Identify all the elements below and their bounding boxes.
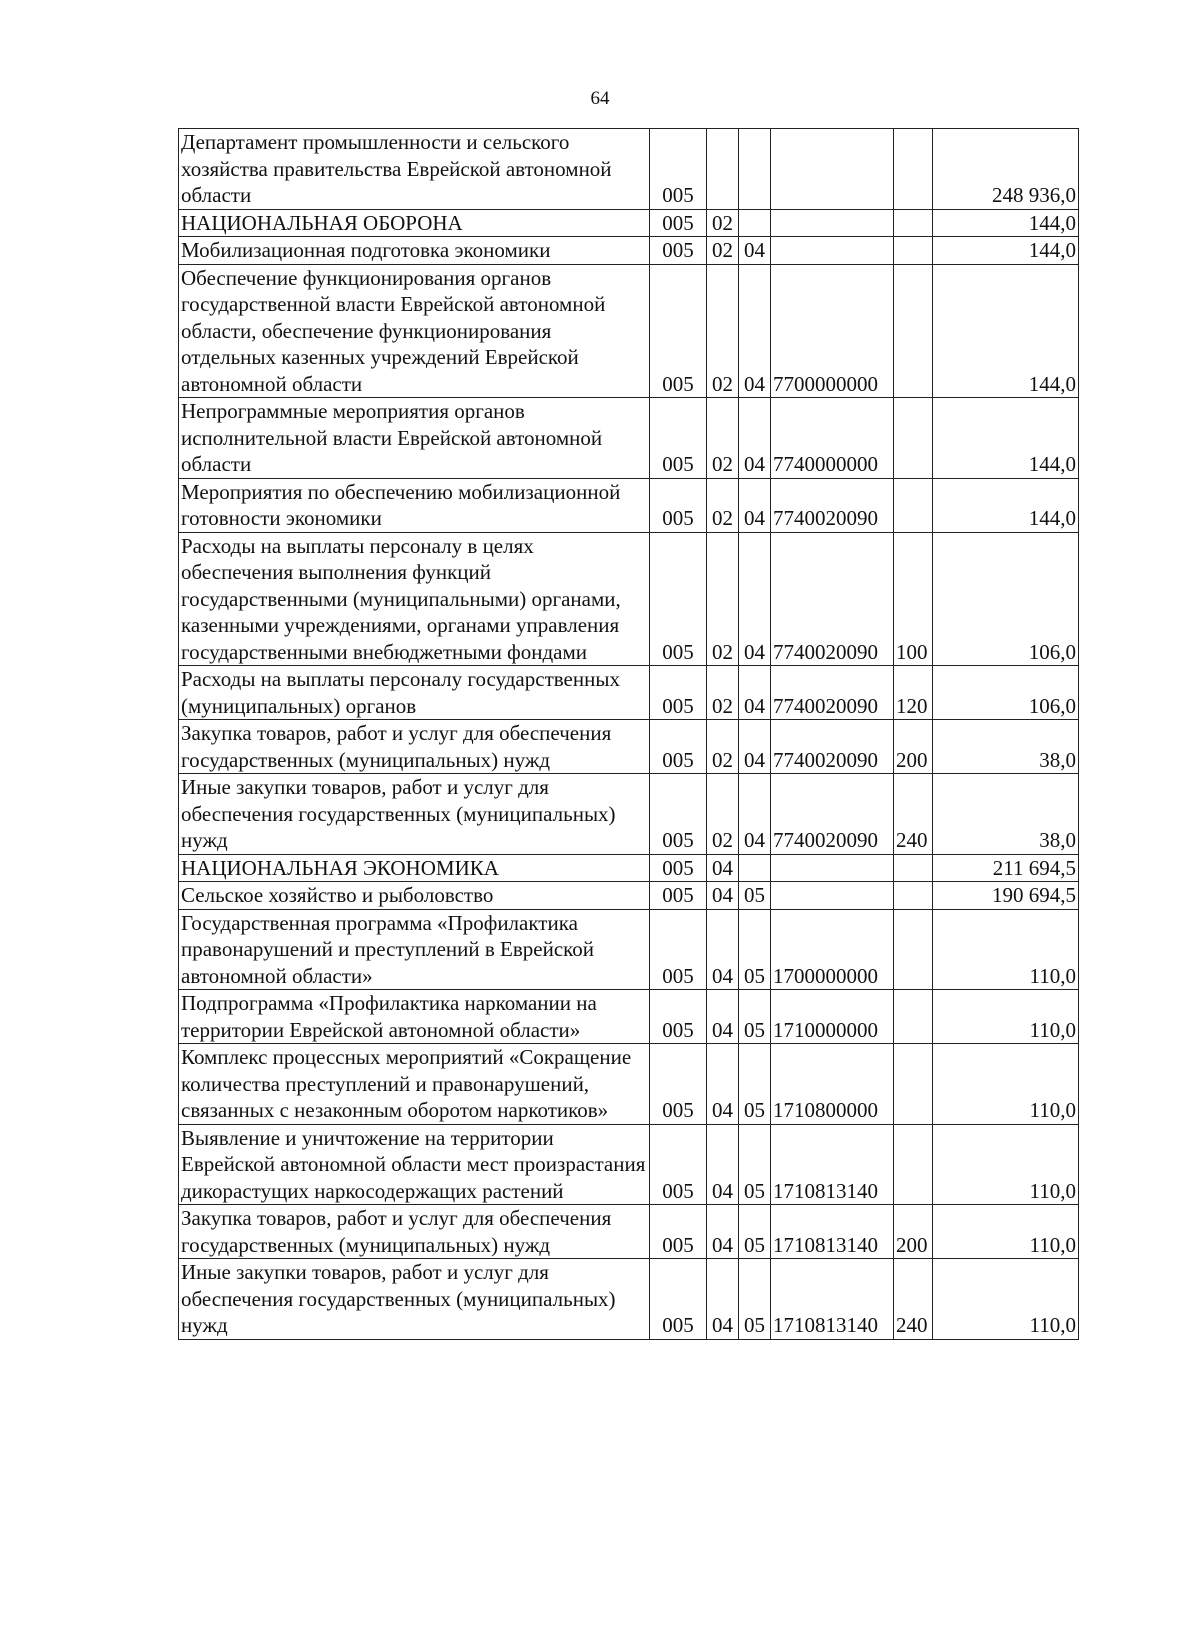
expense-type-cell [894, 129, 933, 210]
section-code-cell: 04 [707, 1205, 739, 1259]
expense-type-cell [894, 1044, 933, 1125]
subsection-code-cell: 05 [739, 1205, 771, 1259]
section-code-cell: 04 [707, 1124, 739, 1205]
table-row [179, 398, 1079, 479]
section-code-cell: 02 [707, 237, 739, 265]
row-name-cell: Закупка товаров, работ и услуг для обеспечения государственных (муниципальных) нужд [179, 1205, 650, 1259]
ministry-code-cell: 005 [650, 882, 707, 910]
section-code-cell: 02 [707, 774, 739, 855]
subsection-code-cell: 04 [739, 478, 771, 532]
table-row [179, 909, 1079, 990]
section-code-cell: 04 [707, 990, 739, 1044]
table-row [179, 532, 1079, 666]
amount-cell: 110,0 [933, 990, 1079, 1044]
target-article-cell: 7740020090 [771, 720, 894, 774]
budget-table-body [179, 129, 1079, 1340]
amount-cell: 106,0 [933, 666, 1079, 720]
target-article-cell: 7740000000 [771, 398, 894, 479]
subsection-code-cell: 05 [739, 882, 771, 910]
ministry-code-cell: 005 [650, 1259, 707, 1340]
amount-cell: 110,0 [933, 1124, 1079, 1205]
table-row [179, 1259, 1079, 1340]
target-article-cell [771, 209, 894, 237]
target-article-cell: 7740020090 [771, 478, 894, 532]
ministry-code-cell: 005 [650, 854, 707, 882]
expense-type-cell [894, 237, 933, 265]
amount-cell: 38,0 [933, 774, 1079, 855]
amount-cell: 110,0 [933, 909, 1079, 990]
amount-cell: 110,0 [933, 1205, 1079, 1259]
row-name-cell: Департамент промышленности и сельского хозяйства правительства Еврейской автономной области [179, 129, 650, 210]
row-name-cell: Комплекс процессных мероприятий «Сокращение количества преступлений и правонарушений, связанных с незаконным оборотом наркотиков» [179, 1044, 650, 1125]
row-name-cell: Подпрограмма «Профилактика наркомании на территории Еврейской автономной области» [179, 990, 650, 1044]
subsection-code-cell: 05 [739, 1259, 771, 1340]
target-article-cell: 1710800000 [771, 1044, 894, 1125]
amount-cell: 110,0 [933, 1259, 1079, 1340]
row-name-cell: Мероприятия по обеспечению мобилизационной готовности экономики [179, 478, 650, 532]
target-article-cell: 7740020090 [771, 532, 894, 666]
budget-table [178, 128, 1079, 1340]
amount-cell: 190 694,5 [933, 882, 1079, 910]
amount-cell: 211 694,5 [933, 854, 1079, 882]
subsection-code-cell: 05 [739, 1124, 771, 1205]
expense-type-cell [894, 209, 933, 237]
row-name-cell: Обеспечение функционирования органов государственной власти Еврейской автономной области, обеспечение функционирования отдельных казенных учреждений Еврейской автономной области [179, 264, 650, 398]
target-article-cell [771, 237, 894, 265]
section-code-cell [707, 129, 739, 210]
section-code-cell: 02 [707, 209, 739, 237]
ministry-code-cell: 005 [650, 990, 707, 1044]
section-code-cell: 02 [707, 720, 739, 774]
section-code-cell: 02 [707, 532, 739, 666]
amount-cell: 106,0 [933, 532, 1079, 666]
expense-type-cell: 200 [894, 720, 933, 774]
expense-type-cell [894, 909, 933, 990]
row-name-cell: Выявление и уничтожение на территории Еврейской автономной области мест произрастания дикорастущих наркосодержащих растений [179, 1124, 650, 1205]
section-code-cell: 02 [707, 478, 739, 532]
section-code-cell: 04 [707, 1044, 739, 1125]
subsection-code-cell: 05 [739, 990, 771, 1044]
table-row [179, 129, 1079, 210]
subsection-code-cell [739, 209, 771, 237]
section-code-cell: 04 [707, 909, 739, 990]
subsection-code-cell: 04 [739, 398, 771, 479]
expense-type-cell [894, 1124, 933, 1205]
target-article-cell: 7740020090 [771, 666, 894, 720]
expense-type-cell: 120 [894, 666, 933, 720]
table-row [179, 720, 1079, 774]
subsection-code-cell: 04 [739, 532, 771, 666]
expense-type-cell: 100 [894, 532, 933, 666]
ministry-code-cell: 005 [650, 209, 707, 237]
table-row [179, 209, 1079, 237]
row-name-cell: НАЦИОНАЛЬНАЯ ОБОРОНА [179, 209, 650, 237]
subsection-code-cell: 05 [739, 909, 771, 990]
ministry-code-cell: 005 [650, 237, 707, 265]
expense-type-cell [894, 854, 933, 882]
target-article-cell [771, 129, 894, 210]
section-code-cell: 04 [707, 882, 739, 910]
table-row [179, 478, 1079, 532]
amount-cell: 38,0 [933, 720, 1079, 774]
table-row [179, 264, 1079, 398]
subsection-code-cell [739, 129, 771, 210]
subsection-code-cell: 04 [739, 666, 771, 720]
amount-cell: 248 936,0 [933, 129, 1079, 210]
subsection-code-cell [739, 854, 771, 882]
expense-type-cell: 200 [894, 1205, 933, 1259]
row-name-cell: Расходы на выплаты персоналу государственных (муниципальных) органов [179, 666, 650, 720]
table-row [179, 990, 1079, 1044]
amount-cell: 144,0 [933, 478, 1079, 532]
target-article-cell [771, 854, 894, 882]
target-article-cell: 1700000000 [771, 909, 894, 990]
ministry-code-cell: 005 [650, 1124, 707, 1205]
section-code-cell: 02 [707, 264, 739, 398]
expense-type-cell: 240 [894, 1259, 933, 1340]
expense-type-cell: 240 [894, 774, 933, 855]
expense-type-cell [894, 478, 933, 532]
section-code-cell: 04 [707, 854, 739, 882]
row-name-cell: Расходы на выплаты персоналу в целях обеспечения выполнения функций государственными (муниципальными) органами, казенными учреждениями, органами управления государственными внебюджетными фондами [179, 532, 650, 666]
table-row [179, 237, 1079, 265]
table-row [179, 1124, 1079, 1205]
table-row [179, 1205, 1079, 1259]
target-article-cell: 7700000000 [771, 264, 894, 398]
ministry-code-cell: 005 [650, 1044, 707, 1125]
ministry-code-cell: 005 [650, 1205, 707, 1259]
amount-cell: 144,0 [933, 264, 1079, 398]
amount-cell: 110,0 [933, 1044, 1079, 1125]
section-code-cell: 04 [707, 1259, 739, 1340]
row-name-cell: НАЦИОНАЛЬНАЯ ЭКОНОМИКА [179, 854, 650, 882]
target-article-cell: 1710813140 [771, 1205, 894, 1259]
table-row [179, 774, 1079, 855]
amount-cell: 144,0 [933, 237, 1079, 265]
row-name-cell: Государственная программа «Профилактика правонарушений и преступлений в Еврейской автономной области» [179, 909, 650, 990]
row-name-cell: Непрограммные мероприятия органов исполнительной власти Еврейской автономной области [179, 398, 650, 479]
ministry-code-cell: 005 [650, 398, 707, 479]
row-name-cell: Закупка товаров, работ и услуг для обеспечения государственных (муниципальных) нужд [179, 720, 650, 774]
row-name-cell: Мобилизационная подготовка экономики [179, 237, 650, 265]
table-row [179, 882, 1079, 910]
ministry-code-cell: 005 [650, 129, 707, 210]
ministry-code-cell: 005 [650, 774, 707, 855]
ministry-code-cell: 005 [650, 478, 707, 532]
subsection-code-cell: 04 [739, 237, 771, 265]
row-name-cell: Иные закупки товаров, работ и услуг для обеспечения государственных (муниципальных) нужд [179, 774, 650, 855]
ministry-code-cell: 005 [650, 720, 707, 774]
row-name-cell: Иные закупки товаров, работ и услуг для обеспечения государственных (муниципальных) нужд [179, 1259, 650, 1340]
section-code-cell: 02 [707, 666, 739, 720]
amount-cell: 144,0 [933, 398, 1079, 479]
subsection-code-cell: 04 [739, 774, 771, 855]
subsection-code-cell: 04 [739, 720, 771, 774]
row-name-cell: Сельское хозяйство и рыболовство [179, 882, 650, 910]
table-row [179, 666, 1079, 720]
section-code-cell: 02 [707, 398, 739, 479]
expense-type-cell [894, 264, 933, 398]
subsection-code-cell: 04 [739, 264, 771, 398]
table-row [179, 854, 1079, 882]
ministry-code-cell: 005 [650, 909, 707, 990]
target-article-cell: 1710000000 [771, 990, 894, 1044]
expense-type-cell [894, 990, 933, 1044]
target-article-cell: 1710813140 [771, 1259, 894, 1340]
ministry-code-cell: 005 [650, 532, 707, 666]
subsection-code-cell: 05 [739, 1044, 771, 1125]
ministry-code-cell: 005 [650, 666, 707, 720]
table-row [179, 1044, 1079, 1125]
expense-type-cell [894, 398, 933, 479]
amount-cell: 144,0 [933, 209, 1079, 237]
page-number: 64 [590, 88, 610, 109]
target-article-cell: 7740020090 [771, 774, 894, 855]
target-article-cell: 1710813140 [771, 1124, 894, 1205]
target-article-cell [771, 882, 894, 910]
ministry-code-cell: 005 [650, 264, 707, 398]
expense-type-cell [894, 882, 933, 910]
